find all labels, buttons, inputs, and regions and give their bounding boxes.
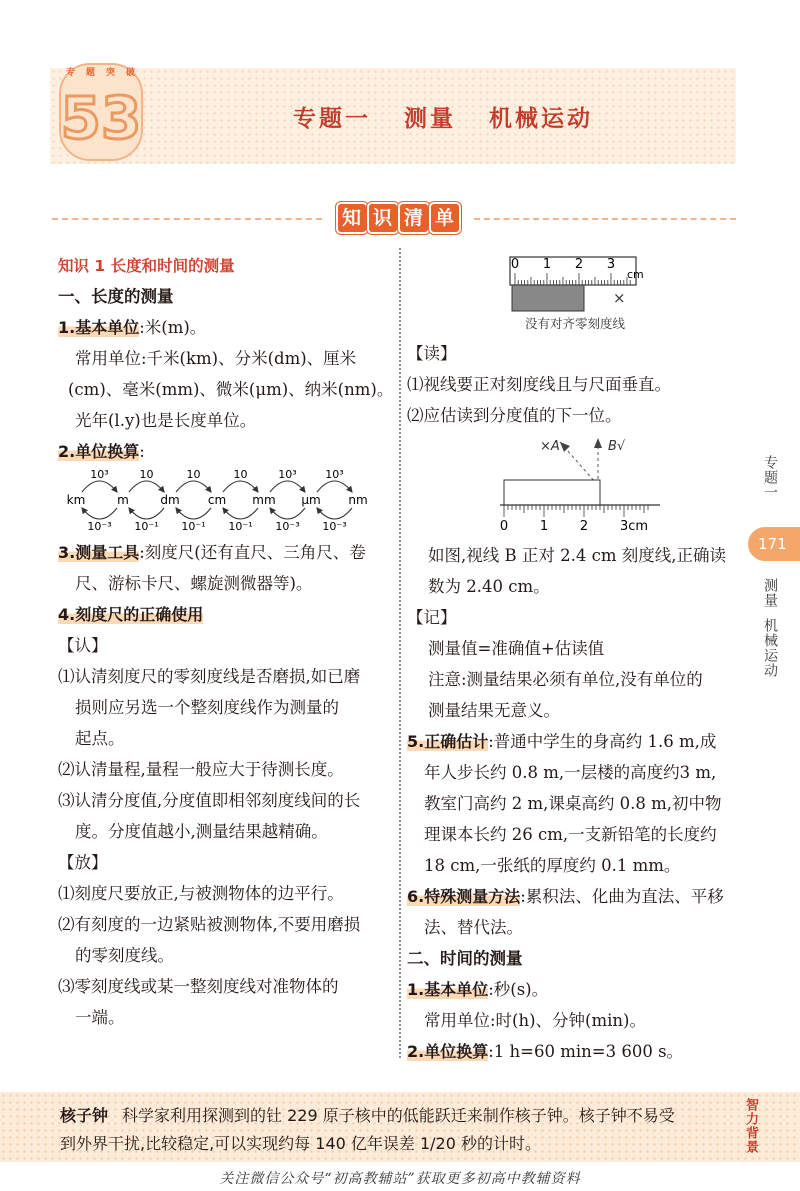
item-label: 1.基本单位 (407, 980, 489, 999)
logo-caption-4: 破 (126, 68, 136, 78)
arrow-down (317, 508, 352, 519)
text-line: 测量值=准确值+估读值 (428, 639, 605, 658)
ruler1-tick-label: 2 (574, 257, 584, 272)
section-title (330, 204, 466, 234)
item-unit-conversion (58, 441, 145, 463)
arrow-up (129, 481, 164, 492)
text-line: ⑶认清分度值,分度值即相邻刻度线间的长 (58, 791, 361, 810)
text-line: 常用单位:千米(km)、分米(dm)、厘米 (75, 349, 357, 368)
side-subtitle-2: 机械运动 (762, 618, 778, 678)
text-line: ⑴认清刻度尺的零刻度线是否磨损,如已磨 (58, 667, 361, 686)
label-b: B√ (608, 439, 626, 454)
arrow-down (223, 508, 258, 519)
item-text: :秒(s)。 (488, 980, 549, 999)
factor-down: 10⁻¹ (181, 520, 206, 533)
footer-text (60, 1102, 730, 1158)
arrow-up (223, 481, 258, 492)
unit-label: km (66, 493, 86, 507)
subsection-heading-time: 二、时间的测量 (407, 949, 523, 968)
ruler1-tick-label: 0 (510, 257, 520, 272)
factor-down: 10⁻³ (322, 520, 347, 533)
item-estimate (407, 731, 716, 753)
item-label: 3.测量工具 (58, 543, 140, 562)
text-line: ⑵认清量程,量程一般应大于待测长度。 (58, 760, 344, 779)
item-text: :刻度尺(还有直尺、三角尺、卷 (139, 543, 366, 562)
arrow-up (270, 481, 305, 492)
text-line: ⑶零刻度线或某一整刻度线对准物体的 (58, 977, 339, 996)
item-text: :米(m)。 (139, 318, 207, 337)
item-special-methods (407, 886, 724, 908)
measured-object (512, 285, 584, 311)
arrow-up (176, 481, 211, 492)
unit-label: cm (207, 493, 227, 507)
bracket-heading-place: 【放】 (58, 853, 108, 872)
ruler-figure-sightline (490, 432, 670, 536)
bracket-heading-recognize: 【认】 (58, 636, 108, 655)
item-label: 2.单位换算 (58, 442, 140, 461)
logo-53 (56, 60, 146, 164)
item-label: 5.正确估计 (407, 732, 489, 751)
divider-right (474, 218, 736, 220)
bracket-heading-record: 【记】 (407, 608, 457, 627)
ruler2-tick-label: 2 (579, 519, 589, 534)
text-line: ⑵应估读到分度值的下一位。 (407, 406, 622, 425)
section-title-char-2: 识 (369, 204, 397, 232)
item-label: 2.单位换算 (407, 1042, 489, 1061)
watermark-text: 关注微信公众号“初高教辅站”获取更多初高中教辅资料 (219, 1171, 581, 1187)
arrow-down (82, 508, 117, 519)
item-text: :1 h=60 min=3 600 s。 (488, 1042, 684, 1061)
factor-up: 10 (233, 468, 248, 481)
item-base-unit (58, 317, 206, 339)
text-line: 18 cm,一张纸的厚度约 0.1 mm。 (424, 856, 681, 875)
subsection-heading-length: 一、长度的测量 (58, 287, 174, 306)
item-time-unit (407, 979, 548, 1001)
text-line: 度。分度值越小,测量结果越精确。 (75, 822, 328, 841)
factor-up: 10³ (90, 468, 109, 481)
factor-up: 10 (186, 468, 201, 481)
logo-caption-2: 题 (86, 68, 96, 78)
item-label: 6.特殊测量方法 (407, 887, 521, 906)
ruler-figure-misaligned (505, 254, 645, 334)
item-label: 4.刻度尺的正确使用 (58, 605, 204, 624)
page-number-badge: 171 (748, 527, 800, 561)
arrow-up (317, 481, 352, 492)
footer-line-2: 到外界干扰,比较稳定,可以实现约每 140 亿年误差 1/20 秒的计时。 (60, 1134, 541, 1153)
factor-up: 10³ (278, 468, 297, 481)
text-line: 教室门高约 2 m,课桌高约 0.8 m,初中物 (424, 794, 722, 813)
item-text: : (139, 442, 145, 461)
logo-number: 53 (60, 84, 142, 152)
text-line: ⑴视线要正对刻度线且与尺面垂直。 (407, 375, 671, 394)
eye-b-icon (594, 438, 602, 448)
ruler1-mark: × (613, 289, 626, 307)
factor-down: 10⁻¹ (134, 520, 159, 533)
text-line: 测量结果无意义。 (428, 701, 560, 720)
section-title-char-3: 清 (400, 204, 428, 232)
knowledge-heading: 知识 1 长度和时间的测量 (58, 257, 235, 275)
text-line: 法、替代法。 (424, 918, 523, 937)
unit-label: μm (301, 493, 321, 507)
text-line: 理课本长约 26 cm,一支新铅笔的长度约 (424, 825, 717, 844)
item-measure-tools (58, 542, 366, 564)
logo-caption-1: 专 (66, 68, 76, 78)
footer-line-1: 科学家利用探测到的钍 229 原子核中的低能跃迁来制作核子钟。核子钟不易受 (122, 1106, 675, 1125)
text-line: 的零刻度线。 (75, 946, 174, 965)
footer-side-label: 智力背景 (743, 1098, 758, 1154)
unit-conversion-diagram (58, 466, 388, 534)
bracket-heading-read: 【读】 (407, 344, 457, 363)
ruler1-tick-label: 3 (606, 257, 616, 272)
unit-label: nm (348, 493, 368, 507)
factor-down: 10⁻¹ (228, 520, 253, 533)
unit-label: mm (252, 493, 276, 507)
divider-left (52, 218, 322, 220)
item-ruler-usage (58, 604, 203, 626)
column-divider (399, 248, 401, 1058)
arrow-down (176, 508, 211, 519)
item-label: 1.基本单位 (58, 318, 140, 337)
text-line: 如图,视线 B 正对 2.4 cm 刻度线,正确读 (428, 546, 726, 565)
arrow-up (82, 481, 117, 492)
text-line: 年人步长约 0.8 m,一层楼的高度约3 m, (424, 763, 717, 782)
section-title-char-4: 单 (431, 204, 459, 232)
side-topic: 专题一 (762, 455, 778, 500)
factor-down: 10⁻³ (87, 520, 112, 533)
text-line: 尺、游标卡尺、螺旋测微器等)。 (75, 574, 313, 593)
text-line: 起点。 (75, 729, 125, 748)
section-title-char-1: 知 (338, 204, 366, 232)
item-text: :累积法、化曲为直法、平移 (520, 887, 724, 906)
factor-down: 10⁻³ (275, 520, 300, 533)
side-subtitle-1: 测量 (762, 578, 778, 608)
item-text: :普通中学生的身高约 1.6 m,成 (488, 732, 717, 751)
footer-label: 核子钟 (60, 1106, 109, 1125)
unit-label: m (117, 493, 129, 507)
item-time-conversion (407, 1041, 683, 1063)
label-a: ×A (540, 439, 560, 454)
ruler2-tick-label: 0 (499, 519, 509, 534)
page-title: 专题一 测量 机械运动 (292, 106, 594, 132)
measured-object-2 (504, 480, 600, 505)
arrow-down (129, 508, 164, 519)
text-line: 常用单位:时(h)、分钟(min)。 (424, 1011, 646, 1030)
text-line: 光年(l.y)也是长度单位。 (75, 411, 257, 430)
arrow-down (270, 508, 305, 519)
logo-caption-3: 突 (106, 68, 116, 78)
text-line: 一端。 (75, 1008, 125, 1027)
text-line: ⑵有刻度的一边紧贴被测物体,不要用磨损 (58, 915, 361, 934)
ruler2-tick-label: 1 (539, 519, 549, 534)
ruler1-caption: 没有对齐零刻度线 (524, 316, 626, 331)
text-line: 数为 2.40 cm。 (428, 577, 550, 596)
text-line: 注意:测量结果必须有单位,没有单位的 (428, 670, 703, 689)
factor-up: 10 (139, 468, 154, 481)
ruler1-unit: cm (627, 268, 644, 281)
factor-up: 10³ (325, 468, 344, 481)
text-line: ⑴刻度尺要放正,与被测物体的边平行。 (58, 884, 344, 903)
ruler1-tick-label: 1 (542, 257, 552, 272)
eye-a-icon (560, 442, 570, 452)
text-line: (cm)、毫米(mm)、微米(μm)、纳米(nm)。 (68, 380, 394, 399)
text-line: 损则应另选一个整刻度线作为测量的 (75, 698, 339, 717)
unit-label: dm (160, 493, 180, 507)
ruler2-last-tick: 3cm (620, 519, 649, 534)
